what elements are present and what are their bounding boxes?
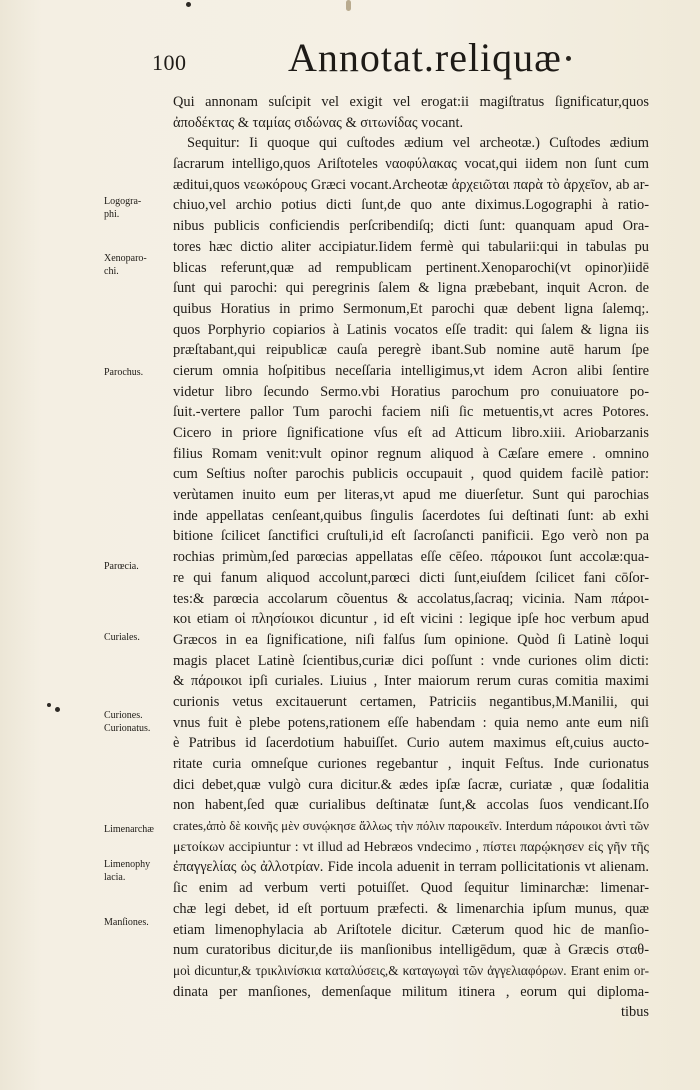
text-line: filius Romam venit:vult opinor regnum aliquod à Cæſare emere . omnino (173, 445, 649, 462)
margin-note: phi. (104, 209, 120, 220)
text-line: chiuo,vel archio potius dicti ſunt,de quo ante diximus.Logographi à ratio- (173, 197, 649, 214)
ink-speck (47, 703, 51, 707)
running-head: Annotat.reliquæ (288, 35, 562, 80)
text-line: Cicero in priore ſignificatione vſus eſt ad Atticum libro.xiii. Ariobarzanis (173, 425, 649, 441)
text-line: ſic enim ad verbum verti potuiſſet. Quod ſequitur liminarchæ: limenar- (173, 880, 649, 897)
margin-note: Limenophy (104, 859, 151, 870)
text-line: κοι etiam οἱ πλησίοικοι dicuntur , id eſt vicini : legique ipſe hoc verbum apud (173, 611, 649, 628)
text-line: quos Porphyrio copiarios à Latinis vocatos eſſe tradit: qui ſalem & ligna iis (173, 321, 649, 338)
text-line: rochias primùm,ſed parœcias appellatas eſſe cēſeo. πάροικοι ſunt accolæ:qua- (173, 549, 649, 566)
text-line: crates,ἀπὸ δὲ κοινῆς μὲν συνῴκησε ἄλλως τὴν πόλιν παροικεῖν. Interdum πάροικοι ἀντὶ τῶν (173, 819, 649, 834)
text-line: & πάροικοι ipſi curiales. Liuius , Inter maiorum rerum curas comitia maximi (173, 673, 649, 690)
text-line: μοὶ dicuntur,& τρικλινίσκια καταλύσεις,& καταγωγαὶ τῶν ἀγγελιαφόρων. Erant enim or- (173, 962, 649, 978)
text-line: æditui,quos νεωκόρους Græci vocant.Archeotæ ἀρχειῶται παρὰ τὸ ἀρχεῖον, ab ar- (173, 176, 649, 193)
text-line: dinata per manſiones, demenſaque militum itinera , eorum qui diploma- (173, 983, 649, 1000)
text-line: chæ legi debet, id eſt portuum præfecti. & limenarchia ipſum munus, quæ (173, 900, 649, 917)
text-line: ἐπαγγελίας ὡς ἀλλοτρίαν. Fide incola aduenit in terram pollicitationis vt alienam. (173, 859, 649, 876)
ink-speck (346, 0, 351, 11)
text-line: num curatoribus dicitur,de iis manſionibus intelligēdum, quæ à Græcis σταθ- (173, 942, 649, 959)
text-line: tores hæc dictio aliter accipiatur.Iidem fermè qui tabularii:qui in tabulas pu (173, 238, 649, 255)
text-line: re qui fanum aliquod accolunt,parœci dicti ſunt,eiuſdem ſcilicet fani cōſor- (173, 569, 649, 586)
text-line: ſacrarum intelligo,quos Ariſtoteles ναοφύλακας vocat,qui iidem non ſunt cum (173, 156, 649, 173)
text-line: μετοίκων accipiuntur : vt illud ad Hebræos vndecimo , πίστει παρῴκησεν εἰς γῆν τῆς (173, 838, 649, 854)
ink-speck (55, 707, 60, 712)
text-line: verùtamen inuito eum per literas,vt apud me diuerſetur. Sunt qui parochias (173, 487, 649, 504)
page-number: 100 (152, 50, 187, 75)
margin-note: Xenoparo- (104, 253, 147, 264)
margin-note: Logogra- (104, 196, 142, 207)
text-line: dici debet,quæ vulgò cura dicitur.& ædes ipſæ ſacræ, curiatæ , quæ ſodalitia (173, 776, 649, 793)
ornament-dot (566, 56, 571, 61)
text-line: vnus fuit è plebe potens,rationem eſſe habendam : quia nemo ante eum niſi (173, 714, 649, 731)
text-line: videtur libro ſecundo Sermo.vbi Horatius parochum pro conuiuatore po- (173, 383, 649, 400)
text-line: Qui annonam suſcipit vel exigit vel erogat:ii magiſtratus ſignificatur,quos (173, 94, 649, 110)
text-line: præſtabant,qui reipublicæ cauſa peregrè ibant.Sub nomine autē harum ſpe (173, 342, 649, 359)
text-line: bitione ſcilicet ſanctifici cruſtuli,id eſt ſacroſancti panificii. Ego verò non pa (173, 528, 649, 545)
text-line: non habent,ſed quæ curialibus deſtinatæ ſunt,& accolas ſuos vendicant.Iſo (173, 797, 649, 814)
text-line: cierum omnia hoſpitibus neceſſaria intelligimus,vt idem Acron alibi ſentire (173, 362, 649, 379)
page-header (0, 34, 700, 84)
text-line: inde appellatas cenſeant,quibus ſingulis ſacerdotes ſui deſtinati ſunt: ab exhi (173, 507, 649, 524)
text-line: è Patribus id ſacerdotium habuiſſet. Curio autem maximus eſt,cuius aucto- (173, 735, 649, 752)
main-text-block (173, 92, 649, 1023)
ink-speck (186, 2, 191, 7)
text-line: curionis vetus excitauerunt certamen, Patriciis negantibus,M.Manilii, qui (173, 693, 649, 710)
margin-note: Manſiones. (104, 917, 149, 928)
margin-note: lacia. (104, 872, 126, 883)
text-line: nibus publicis conficiendis perſcribendiſq; dicti ſunt: quanquam apud Ora- (173, 218, 649, 235)
text-line: blicas referunt,quæ ad rempublicam pertinent.Xenoparochi(vt opinor)iidē (173, 259, 649, 276)
text-line: etiam limenophylacia ab Ariſtotele dicitur. Cæterum quod hic de manſio- (173, 921, 649, 938)
margin-note: Curionatus. (104, 723, 151, 734)
text-line: ritate curia omneſque curiones regebantur , inquit Feſtus. Inde curionatus (173, 756, 649, 772)
text-line: Sequitur: Ii quoque qui cuſtodes ædium vel archeotæ.) Cuſtodes ædium (187, 135, 649, 152)
text-line: quibus Horatius in primo Sermonum,Et parochi quæ debent ligna ſalemq;. (173, 300, 649, 317)
margin-note: Parochus. (104, 367, 144, 378)
text-line: Græcos in ea ſignificatione, niſi falſus ſum opinione. Quòd ſi Latinè loqui (173, 631, 649, 648)
text-line: ſunt qui parochi: qui peregrinis ſalem & ligna præbebant, inquit Acron. de (173, 280, 649, 297)
text-line: ſuit.-vertere pallor Tum parochi faciem niſi ſic metuentis,vt acres Potores. (173, 404, 649, 421)
margin-note: chi. (104, 266, 119, 277)
text-line: magis placet Latinè ſcientibus,curiæ dici poſſunt : vnde curiones olim dicti: (173, 652, 649, 669)
catchword: tibus (621, 1004, 649, 1021)
text-line: cum Seſtius noſter parochis publicis occupauit , quod quidem facilè patior: (173, 466, 649, 483)
margin-note: Limenarchæ (104, 824, 154, 835)
text-line: tes:& parœcia accolarum cõuentus & accolatus,ſacraq; vicinia. Nam πάροι- (173, 590, 649, 607)
margin-note: Parœcia. (104, 561, 139, 572)
margin-note: Curiones. (104, 710, 143, 721)
margin-note: Curiales. (104, 632, 140, 643)
text-line: ἀποδέκτας & ταμίας σιδώνας & σιτωνίδας vocant. (173, 114, 464, 131)
